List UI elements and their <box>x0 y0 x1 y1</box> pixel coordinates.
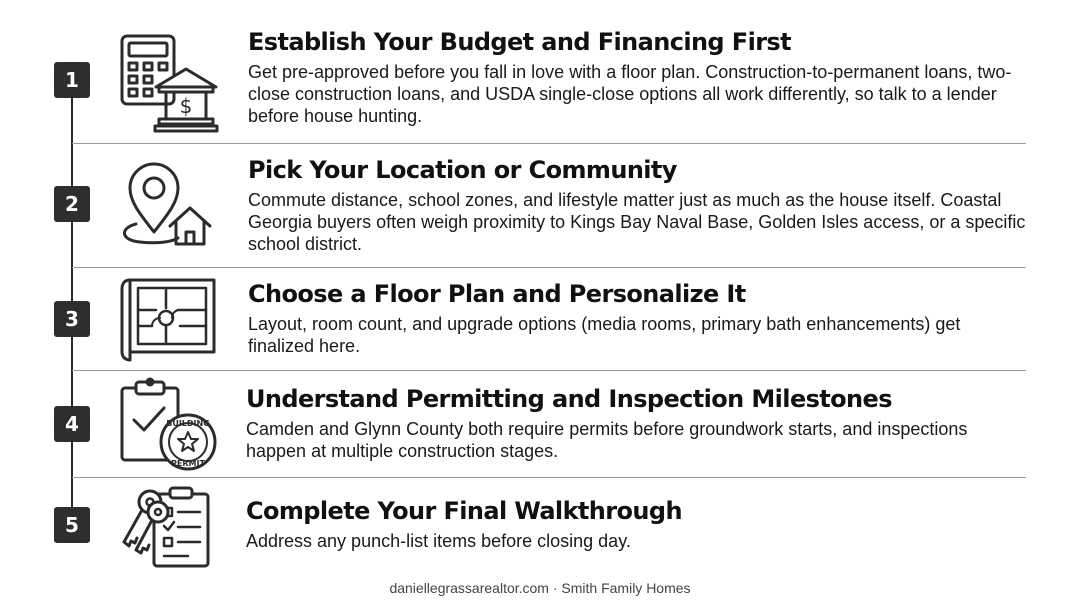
step-title: Pick Your Location or Community <box>248 156 677 184</box>
step-1 <box>248 27 1028 127</box>
step-3 <box>248 279 1028 357</box>
step-title: Complete Your Final Walkthrough <box>246 497 682 525</box>
clipboard-permit-icon <box>116 374 220 478</box>
keys-checklist-icon <box>116 480 220 584</box>
step-number-badge: 5 <box>54 507 90 543</box>
step-number-badge: 3 <box>54 301 90 337</box>
step-description: Layout, room count, and upgrade options (media rooms, primary bath enhancements) get finalized here. <box>248 314 961 356</box>
step-5 <box>246 496 1026 552</box>
step-number-badge: 1 <box>54 62 90 98</box>
step-description: Get pre-approved before you fall in love with a floor plan. Construction-to-permanent loans, two-close construction loans, and USDA single-close options all work differently, so talk to a lender before house hunting. <box>248 62 1012 126</box>
step-title: Establish Your Budget and Financing First <box>248 28 791 56</box>
divider <box>72 267 1026 268</box>
step-description: Address any punch-list items before closing day. <box>246 531 631 551</box>
step-number-badge: 2 <box>54 186 90 222</box>
divider <box>72 143 1026 144</box>
step-4 <box>246 384 1026 462</box>
step-title: Choose a Floor Plan and Personalize It <box>248 280 746 308</box>
footer-credit: daniellegrassarealtor.com · Smith Family Homes <box>389 580 691 596</box>
floor-plan-icon <box>116 270 220 374</box>
seal-text-top: BUILDING <box>166 419 210 428</box>
step-description: Commute distance, school zones, and lifestyle matter just as much as the house itself. Coastal Georgia buyers often weigh proximity to Kings Bay Naval Base, Golden Isles access, or a specific school district. <box>248 190 1026 254</box>
seal-text-bottom: PERMIT <box>171 459 205 468</box>
svg-text:$: $ <box>179 94 193 118</box>
step-title: Understand Permitting and Inspection Milestones <box>246 385 892 413</box>
step-number-badge: 4 <box>54 406 90 442</box>
step-2 <box>248 155 1028 255</box>
step-description: Camden and Glynn County both require permits before groundwork starts, and inspections happen at multiple construction stages. <box>246 419 968 461</box>
location-pin-house-icon <box>116 158 220 262</box>
calculator-bank-icon <box>116 30 220 134</box>
